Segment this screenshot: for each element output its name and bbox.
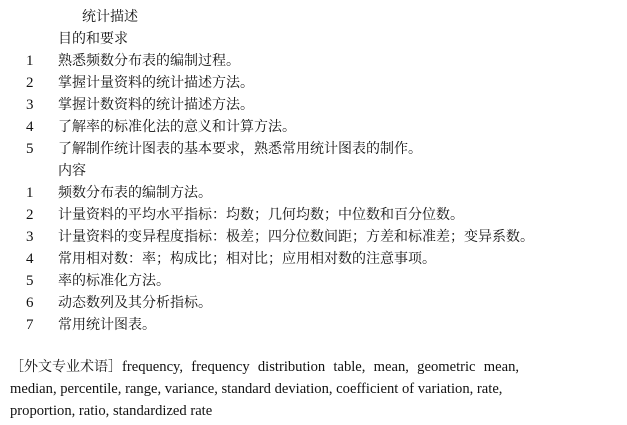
item-number: 6 <box>26 295 34 311</box>
item-text: 计量资料的平均水平指标：均数；几何均数；中位数和百分位数。 <box>58 207 464 223</box>
item-number: 7 <box>26 317 34 333</box>
item-number: 5 <box>26 141 34 157</box>
content-heading: 内容 <box>58 163 86 179</box>
item-text: 了解制作统计图表的基本要求，熟悉常用统计图表的制作。 <box>58 141 422 157</box>
item-number: 4 <box>26 251 34 267</box>
item-number: 5 <box>26 273 34 289</box>
item-text: 熟悉频数分布表的编制过程。 <box>58 53 240 69</box>
terminology-block <box>10 356 618 422</box>
section-title: 统计描述 <box>82 9 138 25</box>
terminology-text-1: frequency, frequency distribution table, mean, geometric mean, <box>122 359 520 375</box>
item-text: 常用统计图表。 <box>58 317 156 333</box>
item-number: 1 <box>26 185 34 201</box>
item-text: 计量资料的变异程度指标：极差；四分位数间距；方差和标准差；变异系数。 <box>58 229 534 245</box>
item-text: 频数分布表的编制方法。 <box>58 185 212 201</box>
item-text: 动态数列及其分析指标。 <box>58 295 212 311</box>
item-text: 率的标准化方法。 <box>58 273 170 289</box>
objectives-heading: 目的和要求 <box>58 31 128 47</box>
terminology-label: ［外文专业术语］ <box>10 359 122 375</box>
terminology-text-3: proportion, ratio, standardized rate <box>10 403 213 419</box>
item-text: 了解率的标准化法的意义和计算方法。 <box>58 119 296 135</box>
item-number: 2 <box>26 75 34 91</box>
item-text: 掌握计量资料的统计描述方法。 <box>58 75 254 91</box>
item-number: 1 <box>26 53 34 69</box>
item-number: 4 <box>26 119 34 135</box>
item-text: 常用相对数：率；构成比；相对比；应用相对数的注意事项。 <box>58 251 436 267</box>
terminology-line-1 <box>10 356 618 378</box>
item-number: 3 <box>26 229 34 245</box>
item-number: 2 <box>26 207 34 223</box>
terminology-text-2: median, percentile, range, variance, standard deviation, coefficient of variation, rate, <box>10 381 503 397</box>
item-number: 3 <box>26 97 34 113</box>
item-text: 掌握计数资料的统计描述方法。 <box>58 97 254 113</box>
